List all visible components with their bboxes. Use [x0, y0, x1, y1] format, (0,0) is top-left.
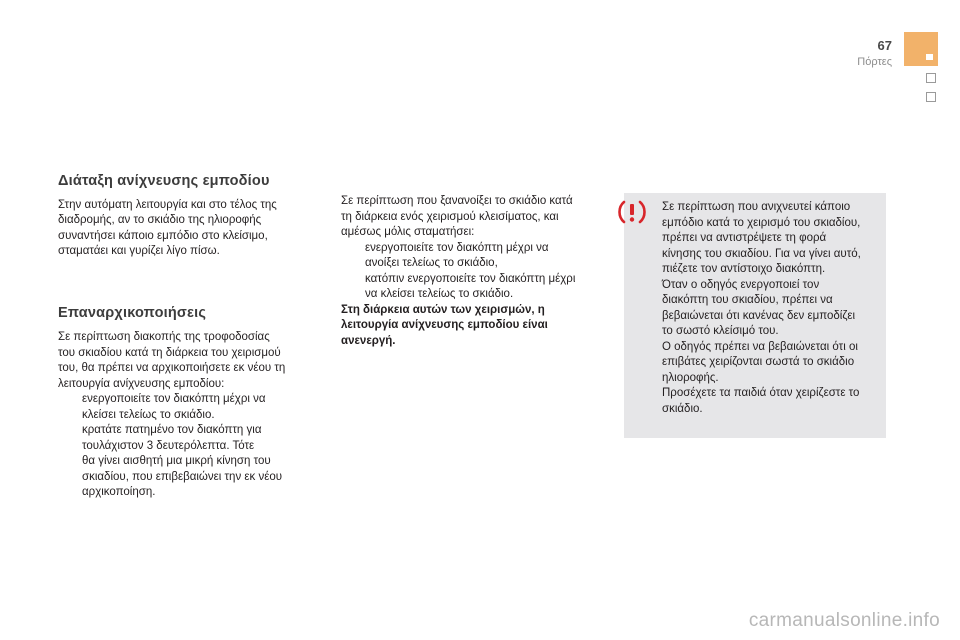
text-line: σκιάδιο.: [662, 402, 703, 415]
chapter-tab-active[interactable]: [904, 32, 938, 66]
text-line: κλείσει τελείως το σκιάδιο.: [82, 408, 215, 421]
text-line: σκιαδίου, που επιβεβαιώνει την εκ νέου: [82, 470, 283, 483]
list-item: [58, 423, 318, 501]
bold-note: ανενεργή.: [341, 334, 396, 347]
text-line: του σκιαδίου κατά τη διάρκεια του χειρισμού: [58, 346, 281, 359]
list-item: [341, 241, 606, 272]
tab-marker-icon: [926, 54, 933, 60]
text-line: τη διάρκεια ενός χειρισμού κλεισίματος, και: [341, 210, 559, 223]
text-line: κρατάτε πατημένο τον διακόπτη για: [82, 424, 262, 436]
text-line: διακόπτη του σκιαδίου, πρέπει να: [662, 294, 833, 306]
text-line: τουλάχιστον 3 δευτερόλεπτα. Τότε: [82, 439, 255, 452]
text-line: να κλείσει τελείως το σκιάδιο.: [365, 288, 514, 300]
text-line: συναντήσει κάποιο εμπόδιο στο κλείσιμο,: [58, 229, 268, 242]
text-line: Σε περίπτωση διακοπής της τροφοδοσίας: [58, 331, 270, 343]
left-column: [58, 174, 318, 501]
warning-text: [662, 200, 884, 417]
text-line: Όταν ο οδηγός ενεργοποιεί τον: [662, 278, 820, 291]
text-line: Στην αυτόματη λειτουργία και στο τέλος της: [58, 198, 277, 211]
list-item: [58, 392, 318, 423]
text-line: Προσέχετε τα παιδιά όταν χειρίζεστε το: [662, 387, 860, 399]
text-line: το σωστό κλείσιμό του.: [662, 325, 779, 337]
watermark: carmanualsonline.info: [748, 610, 940, 631]
section-name: Πόρτες: [857, 56, 892, 68]
bullet-icon: [341, 272, 365, 303]
text-line: επιβάτες χειρίζονται σωστά το σκιάδιο: [662, 356, 855, 368]
bold-note: Στη διάρκεια αυτών των χειρισμών, η: [341, 303, 545, 316]
text-line: ηλιοροφής.: [662, 371, 719, 384]
text-line: ανοίξει τελείως το σκιάδιο,: [365, 257, 498, 269]
list-item: [341, 272, 606, 303]
bullet-icon: [341, 241, 365, 272]
text-line: αμέσως μόλις σταματήσει:: [341, 226, 475, 238]
text-line: διαδρομής, αν το σκιάδιο της ηλιοροφής: [58, 214, 262, 226]
text-line: αρχικοποίηση.: [82, 486, 156, 498]
text-line: πρέπει να αντιστρέψετε τη φορά: [662, 232, 827, 244]
text-line: βεβαιώνεται ότι κανένας δεν εμποδίζει: [662, 309, 856, 322]
text-line: εμπόδιο κατά το χειρισμό του σκιαδίου,: [662, 216, 861, 229]
section-title-obstacle-detection: Διάταξη ανίχνευσης εμποδίου: [58, 173, 270, 189]
text-line: θα γίνει αισθητή μια μικρή κίνηση του: [82, 455, 271, 467]
bullet-icon: [58, 392, 82, 423]
text-line: ενεργοποιείτε τον διακόπτη μέχρι να: [82, 393, 266, 405]
text-line: του, θα πρέπει να αρχικοποιήσετε εκ νέου τη: [58, 362, 286, 374]
text-line: Σε περίπτωση που ξανανοίξει το σκιάδιο κατά: [341, 195, 573, 207]
text-line: λειτουργία ανίχνευσης εμποδίου:: [58, 377, 225, 390]
chapter-tab[interactable]: [926, 73, 936, 83]
bullet-icon: [58, 423, 82, 501]
page-number: 67: [877, 38, 892, 53]
text-line: σταματάει και γυρίζει λίγο πίσω.: [58, 245, 220, 257]
chapter-tab[interactable]: [926, 92, 936, 102]
middle-column: [341, 194, 606, 349]
text-line: Ο οδηγός πρέπει να βεβαιώνεται ότι οι: [662, 340, 858, 353]
section-title-reinitialisation: Επαναρχικοποιήσεις: [58, 304, 207, 321]
bold-note: λειτουργία ανίχνευσης εμποδίου είναι: [341, 319, 548, 331]
text-line: πιέζετε τον αντίστοιχο διακόπτη.: [662, 263, 826, 275]
text-line: κίνησης του σκιαδίου. Για να γίνει αυτό,: [662, 247, 861, 260]
text-line: Σε περίπτωση που ανιχνευτεί κάποιο: [662, 201, 851, 213]
text-line: κατόπιν ενεργοποιείτε τον διακόπτη μέχρι: [365, 272, 576, 285]
text-line: ενεργοποιείτε τον διακόπτη μέχρι να: [365, 241, 549, 254]
warning-icon: [617, 200, 647, 224]
